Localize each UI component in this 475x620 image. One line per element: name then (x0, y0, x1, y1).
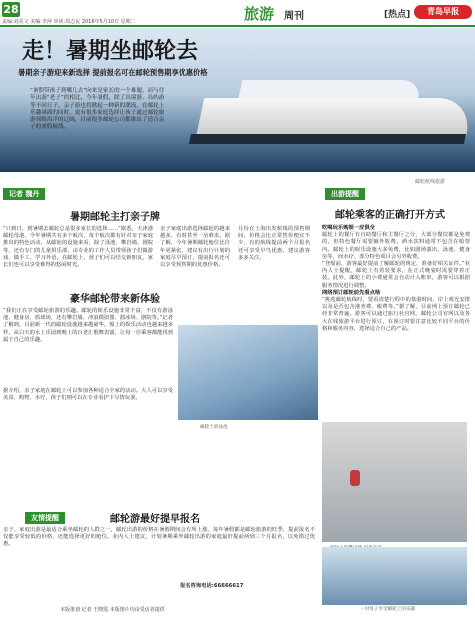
header-rule (0, 25, 475, 27)
sub-headline: 暑期亲子游迎来新选择 提前报名可在邮轮预售期享优惠价格 (18, 68, 208, 77)
newspaper-logo: 青岛早报 (414, 5, 472, 19)
article-right (322, 225, 470, 333)
reminder-tag: 友情提醒 (25, 512, 65, 524)
contact-phone: 报名咨询电话:66666617 (180, 583, 244, 589)
reporter-tag: 记者 魏丹 (3, 188, 45, 200)
hero-caption: 邮轮航线旅游 (415, 179, 446, 185)
article-middle-body: “我们正在享受邮轮旅游的乐趣。邮轮的娱乐设施非常丰富，不仅有游泳池、健身房、篮球场，还有攀岩墙、冲浪模拟器、溜冰场、剧院等。”记者了解到，目前新一代的邮轮设施越来越豪华，船上的娱乐活动也越来越多样，从白天的水上乐园到晚上的百老汇歌舞表演，让每一位乘客都能找到属于自己的乐趣。 (3, 308, 173, 343)
headline: 走！暑期坐邮轮去 (22, 39, 199, 64)
article-middle-body-2: 据介绍，亲子家庭在邮轮上可以参加各种适合全家的活动。大人可以享受美食、购物、水疗，孩子们则可以在专业看护下尽情玩耍。 (3, 388, 173, 402)
section-heading-2: 豪华邮轮带来新体验 (70, 294, 160, 305)
right-subheading-1: 吃喝玩乐购娱一应俱全 (322, 225, 375, 231)
family-photo (322, 547, 467, 605)
section-heading-bottom: 邮轮游最好提早报名 (110, 514, 200, 525)
page-footer: 本版策划 记者 王晓霞 本版图片均由受访者提供 (60, 607, 165, 613)
climbing-wall-photo (322, 422, 467, 542)
section-label: [热点] (384, 10, 411, 20)
hero-image (0, 28, 475, 172)
tips-tag: 出游提醒 (325, 188, 365, 200)
pool-photo (178, 325, 318, 420)
brand-suffix: 周刊 (284, 11, 304, 22)
intro-paragraph: “暑假带孩子到哪儿去”向来是家长的一个难题，而与往年出游“老子”的相比，今年暑假，除了出境游、岛屿游等不同日子，亲子游也将掀起一种新的潮流，在邮轮上乐趣满满的同时，更有很多家庭选择让孩子通过邮轮旅游领略海洋的辽阔，目前很多邮轮公司都推出了适合亲子的暑假航线。 (30, 88, 165, 131)
right-body-3: “挑选邮轮航线时，要看清楚行程中的靠港时间、岸上观光安排以及是否包含港务费、税费等。”据了解，目前网上预订邮轮已经非常普遍，游客可以通过旅行社官网、邮轮公司官网以及各大在线旅游平台进行预订。在预订时要注意比较不同平台的价格和服务内容，选择适合自己的产品。 (322, 297, 470, 332)
pool-caption: 邮轮上的泳池 (200, 425, 228, 430)
article-col-3: 月份在上海出发航线的预售期间，价格会比正常售价便宜不少，有的航线提前两个月报名还可享受早鸟优惠，建议游客多多关注。 (238, 226, 310, 261)
cruise-ship (196, 98, 475, 138)
right-body-1: 邮轮上的餐厅有自助餐厅和主餐厅之分，大部分餐饮都是免费的，但特色餐厅需要额外收费。酒水饮料通常不包含在船票内。邮轮上的娱乐设施大多免费，比如剧场演出、泳池、健身房等，而水疗、部分特色项目会另外收费。 (322, 232, 470, 260)
section-heading-right: 邮轮乘客的正确打开方式 (335, 210, 445, 221)
brand-title: 旅游 (244, 5, 275, 23)
climber-figure (350, 470, 360, 486)
right-body-2: “登船前，游客最好提前了解邮轮的规定，准备好相关证件。”业内人士提醒，邮轮上有着装要求，在正式晚宴时需要穿着正装。此外，邮轮上的小费通常会自动计入账单，游客可以根据服务情况进行调整。 (322, 261, 470, 289)
page-header (0, 0, 475, 25)
family-caption: 一对母子享受邮轮上的乐趣 (360, 607, 416, 612)
section-heading-1: 暑期邮轮主打亲子牌 (70, 212, 160, 223)
page-number: 28 (3, 3, 19, 16)
ship-hull (189, 134, 466, 144)
article-col-2: 亲子家庭出游选择邮轮的越来越多，有时甚至一房难求。据了解，今年暑期邮轮舱位比往年更紧张，建议有出行计划的家庭尽早预订，提前报名还可以享受预售期的优惠价格。 (160, 226, 230, 269)
right-subheading-2: 网络预订邮轮前先看点啥 (322, 289, 381, 296)
page-meta: 责编:刘美文 美编:李萍 审读:周志民 2016年5月10日 星期二 (2, 19, 136, 25)
article-bottom: 亲子、家庭出游是最适合乘坐邮轮的人群之一，邮轮出游的价格在暑假期间会有所上涨。每年暑假都是邮轮旅游的旺季，提前报名不仅能享受较低的价格，还能选择更好的舱位。业内人士建议，计划暑期乘坐邮轮出游的家庭最好提前两到三个月报名，以免错过优惠。 (3, 527, 315, 548)
article-col-1: “只到日，到暑期去邮轮总是很多家长的选择……”据悉，天津港邮轮母港，今年暑期共有多个航次，每个航次都有针对亲子家庭推出的特色活动。从邮轮的设施来看，除了泳池、攀岩墙、剧院等，还有专门的儿童俱乐部，由专业的工作人员带领孩子们做游戏、做手工、学习外语。在邮轮上，孩子们可以结交新朋友，家长们也可以享受难得的悠闲时光。 (3, 226, 153, 269)
